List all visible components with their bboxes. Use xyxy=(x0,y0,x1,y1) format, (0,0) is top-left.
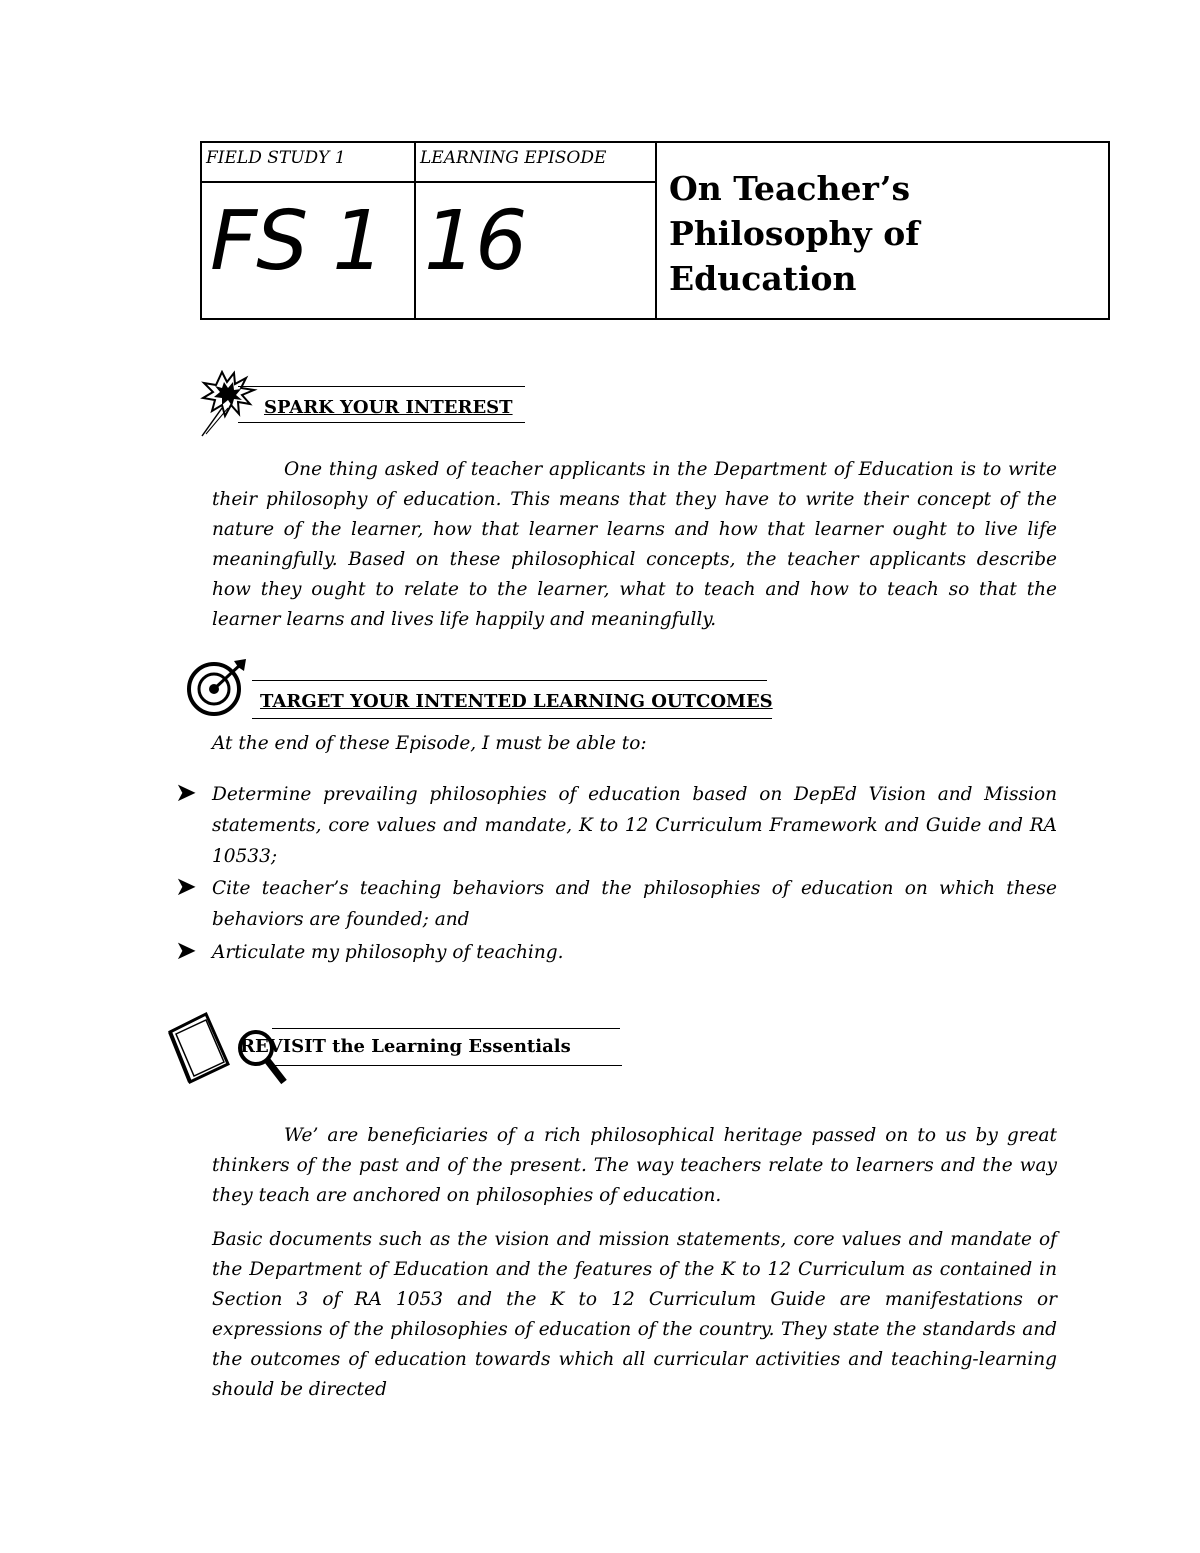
course-code-cell xyxy=(201,182,415,319)
arrowhead-bullet-icon: ➤ xyxy=(175,778,197,808)
episode-label-cell xyxy=(415,142,656,182)
spark-top-rule xyxy=(238,386,525,387)
target-heading: TARGET YOUR INTENTED LEARNING OUTCOMES xyxy=(260,691,773,712)
outcome-text: Cite teacher’s teaching behaviors and the philosophies of education on which these behaviors are founded; and xyxy=(212,878,1057,930)
episode-number: 16 xyxy=(424,194,527,289)
spark-bottom-rule xyxy=(238,422,525,423)
arrowhead-bullet-icon: ➤ xyxy=(175,872,197,902)
outcome-item xyxy=(175,779,1057,872)
target-dart-icon xyxy=(186,657,254,717)
revisit-bottom-rule xyxy=(272,1065,622,1066)
revisit-paragraph-1: We’ are beneficiaries of a rich philosophical heritage passed on to us by great thinkers of the past and of the present. The way teachers relate to learners and the way they teach are anchored on philosophies of education. xyxy=(212,1125,1057,1206)
header-table xyxy=(200,141,1110,320)
revisit-heading: REVISIT the Learning Essentials xyxy=(240,1036,571,1057)
outcome-text: Articulate my philosophy of teaching. xyxy=(212,942,564,963)
course-code: FS 1 xyxy=(210,194,384,289)
revisit-top-rule xyxy=(272,1028,620,1029)
outcome-text: Determine prevailing philosophies of education based on DepEd Vision and Mission statements, core values and mandate, K to 12 Curriculum Framework and Guide and RA 10533; xyxy=(212,784,1057,867)
title-cell xyxy=(656,142,1109,319)
spark-heading: SPARK YOUR INTEREST xyxy=(264,397,513,418)
course-label-cell xyxy=(201,142,415,182)
book-icon xyxy=(166,1010,242,1086)
arrowhead-bullet-icon: ➤ xyxy=(175,936,197,966)
course-label: FIELD STUDY 1 xyxy=(206,148,346,168)
outcome-item xyxy=(175,937,1057,968)
revisit-paragraph-2: Basic documents such as the vision and mission statements, core values and mandate of the Department of Education and the features of the K to 12 Curriculum as contained in Section 3 of RA 1053 and the K to 12 Curriculum Guide are manifestations or expressions of the philosophies of education of the country. They state the standards and the outcomes of education towards which all curricular activities and teaching-learning should be directed xyxy=(212,1229,1057,1400)
outcome-item xyxy=(175,873,1057,935)
episode-number-cell xyxy=(415,182,656,319)
spark-paragraph: One thing asked of teacher applicants in the Department of Education is to write their philosophy of education. This means that they have to write their concept of the nature of the learner, how that learner learns and how that learner ought to live life meaningfully. Based on these philosophical concepts, the teacher applicants describe how they ought to relate to the learner, what to teach and how to teach so that the learner learns and lives life happily and meaningfully. xyxy=(212,459,1057,630)
outcomes-intro: At the end of these Episode, I must be able to: xyxy=(212,733,647,754)
target-bottom-rule xyxy=(252,718,772,719)
episode-title: On Teacher’s Philosophy of Education xyxy=(669,169,920,298)
spark-burst-icon xyxy=(198,370,258,438)
target-top-rule xyxy=(252,680,767,681)
episode-label: LEARNING EPISODE xyxy=(420,148,607,168)
